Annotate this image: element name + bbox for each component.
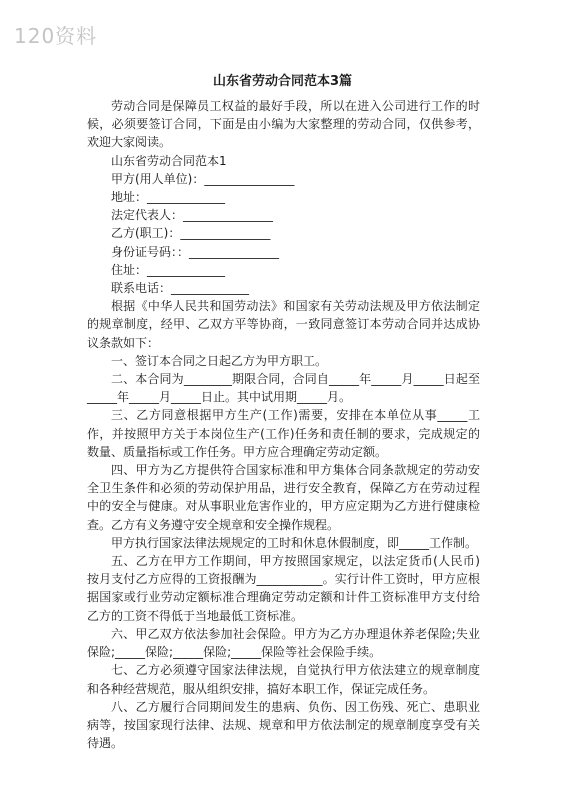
clause-7: 七、乙方必须遵守国家法律法规，自觉执行甲方依法建立的规章制度和各种经营规范，服从组织安排，搞好本职工作，保证完成任务。 <box>87 663 480 696</box>
watermark: 120资料 <box>14 24 98 48</box>
document-title: 山东省劳动合同范本3篇 <box>212 74 353 89</box>
party-a-field: 甲方(用人单位)：_______________ <box>111 171 295 186</box>
basis-paragraph: 根据《中华人民共和国劳动法》和国家有关劳动法规及甲方依法制定的规章制度，经甲、乙双方平等协商，一致同意签订本劳动合同并达成协议条款如下： <box>87 299 480 350</box>
residence-field: 住址：_____________ <box>111 262 226 277</box>
clause-1: 一、签订本合同之日起乙方为甲方职工。 <box>111 353 328 368</box>
clause-3: 三、乙方同意根据甲方生产(工作)需要，安排在本单位从事_____工作，并按照甲方关于本岗位生产(工作)任务和责任制的要求，完成规定的数量、质量指标或工作任务。甲方应合理确定劳动定额。 <box>87 408 480 459</box>
intro-paragraph: 劳动合同是保障员工权益的最好手段，所以在进入公司进行工作的时候，必须要签订合同，下面是由小编为大家整理的劳动合同，仅供参考，欢迎大家阅读。 <box>87 99 480 150</box>
address-field: 地址：_____________ <box>111 190 226 205</box>
clause-2: 二、本合同为________期限合同，合同自_____年_____月_____日起至_____年_____月_____日止。其中试用期_____月。 <box>87 372 480 405</box>
id-number-field: 身份证号码：：_______________ <box>111 244 280 259</box>
clause-4: 四、甲方为乙方提供符合国家标准和甲方集体合同条款规定的劳动安全卫生条件和必须的劳动保护用品，进行安全教育，保障乙方在劳动过程中的安全与健康。对从事职业危害作业的，甲方应定期为乙方进行健康检查。乙方有义务遵守安全规章和安全操作规程。 <box>87 463 480 532</box>
contract-subtitle: 山东省劳动合同范本1 <box>111 153 227 168</box>
phone-field: 联系电话：_____________ <box>111 281 250 296</box>
clause-5: 五、乙方在甲方工作期间，甲方按照国家规定，以法定货币(人民币)按月支付乙方应得的工资报酬为___________。实行计件工资时，甲方应根据国家或行业劳动定额标准合理确定劳动定额和计件工资标准甲方支付给乙方的工资不得低于当地最低工资标准。 <box>87 554 480 623</box>
party-b-field: 乙方(职工)：_______________ <box>111 226 271 241</box>
clause-8: 八、乙方履行合同期间发生的患病、负伤、因工伤残、死亡、患职业病等，按国家现行法律、法规、规章和甲方依法制定的规章制度享受有关待遇。 <box>87 699 480 751</box>
document-body <box>87 97 480 752</box>
clause-4-working-hours: 甲方执行国家法律法规规定的工时和休息休假制度，即_____工作制。 <box>111 535 478 550</box>
clause-6: 六、甲乙双方依法参加社会保险。甲方为乙方办理退休养老保险;失业保险;_____保险;_____保险;_____保险等社会保险手续。 <box>87 626 480 660</box>
legal-rep-field: 法定代表人：_______________ <box>111 208 274 223</box>
